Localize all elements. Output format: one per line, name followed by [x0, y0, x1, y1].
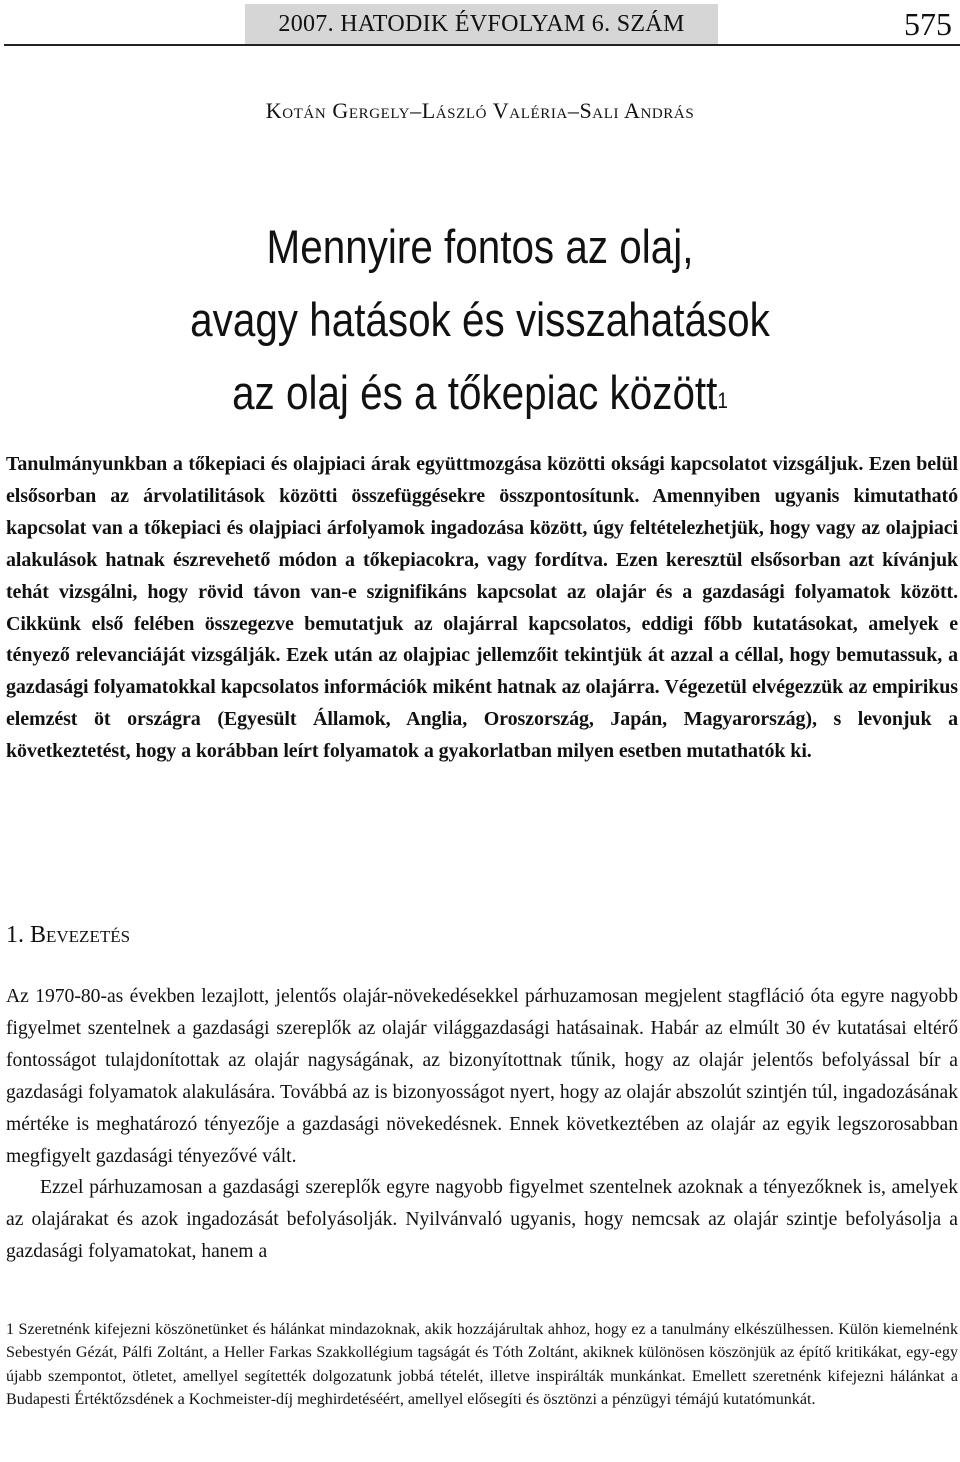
- article-title: [67, 210, 893, 429]
- title-line-2: avagy hatások és visszahatások: [190, 293, 770, 346]
- issue-label: 2007. HATODIK ÉVFOLYAM 6. SZÁM: [278, 10, 685, 37]
- title-line-1: Mennyire fontos az olaj,: [266, 220, 694, 273]
- footnote: 1 Szeretnénk kifejezni köszönetünket és hálánkat mindazoknak, akik hozzájárultak ahhoz, hogy ez a tanulmány elkészülhessen. Külön kiemelnénk Sebestyén Gézát, Pálfi Zoltánt, a Heller Farkas Szakkollégium tagságát és Tóth Zoltánt, akiknek különösen köszönjük az építő kritikákat, egy-egy újabb szempontot, ötletet, amellyel segítették dolgozatunk jobbá tételét, illetve inspirálták munkánkat. Emellett szeretnénk kifejezni hálánkat a Budapesti Értéktőzsdének a Kochmeister-díj meghirdetéséért, amellyel elősegíti és ösztönzi a pénzügyi témájú kutatómunkát.: [6, 1321, 958, 1409]
- body-paragraph-1: Az 1970-80-as években lezajlott, jelentős olajár-növekedésekkel párhuzamosan megjelent stagfláció óta egyre nagyobb figyelmet szentelnek a gazdasági szereplők az olajár világgazdasági hatásainak. Habár az elmúlt 30 év kutatásai eltérő fontosságot tulajdonítottak az olajár nagyságának, az bizonyítottnak tűnik, hogy az olajár jelentős befolyással bír a gazdasági folyamatok alakulására. Továbbá az is bizonyosságot nyert, hogy az olajár abszolút szintjén túl, ingadozásának mértéke is meghatározó tényezője a gazdasági növekedésnek. Ennek következtében az olajár az egyik legszorosabban megfigyelt gazdasági tényezővé vált.: [6, 986, 958, 1167]
- section-heading: [6, 922, 130, 949]
- article-authors: Kotán Gergely–László Valéria–Sali András: [265, 98, 695, 123]
- title-footnote-mark: 1: [717, 388, 728, 413]
- section-title: Bevezetés: [30, 922, 131, 948]
- body-text: [6, 981, 958, 1268]
- section-number: 1.: [6, 922, 24, 948]
- header-divider: [4, 44, 960, 46]
- page-number: 575: [904, 6, 952, 42]
- body-paragraph-2: Ezzel párhuzamosan a gazdasági szereplők egyre nagyobb figyelmet szentelnek azoknak a tényezőknek is, amelyek az olajárakat és azok ingadozását befolyásolják. Nyilvánvaló ugyanis, hogy nemcsak az olajár szintje befolyásolja a gazdasági folyamatokat, hanem a: [6, 1177, 958, 1263]
- article-abstract: Tanulmányunkban a tőkepiaci és olajpiaci árak együttmozgása közötti oksági kapcsolatot vizsgáljuk. Ezen belül elsősorban az árvolatilitások közötti összefüggésekre összpontosítunk. Amennyiben ugyanis kimutatható kapcsolat van a tőkepiaci és olajpiaci árfolyamok ingadozása között, úgy feltételezhetjük, hogy vagy az olajpiaci alakulások hatnak észrevehető módon a tőkepiacokra, vagy fordítva. Ezen keresztül elsősorban azt kívánjuk tehát vizsgálni, hogy rövid távon van-e szignifikáns kapcsolat az olajár és a gazdasági folyamatok között. Cikkünk első felében összegezve bemutatjuk az olajárral kapcsolatos, eddigi főbb kutatásokat, amelyek e tényező relevanciáját vizsgálják. Ezek után az olajpiac jellemzőit tekintjük át azzal a céllal, hogy bemutassuk, a gazdasági folyamatokkal kapcsolatos információk miként hatnak az olajárra. Végezetül elvégezzük az empirikus elemzést öt országra (Egyesült Államok, Anglia, Oroszország, Japán, Magyarország), s levonjuk a következtetést, hogy a korábban leírt folyamatok a gyakorlatban milyen esetben mutathatók ki.: [6, 453, 958, 763]
- title-line-3: az olaj és a tőkepiac között: [232, 366, 718, 419]
- journal-issue-header: [245, 4, 718, 44]
